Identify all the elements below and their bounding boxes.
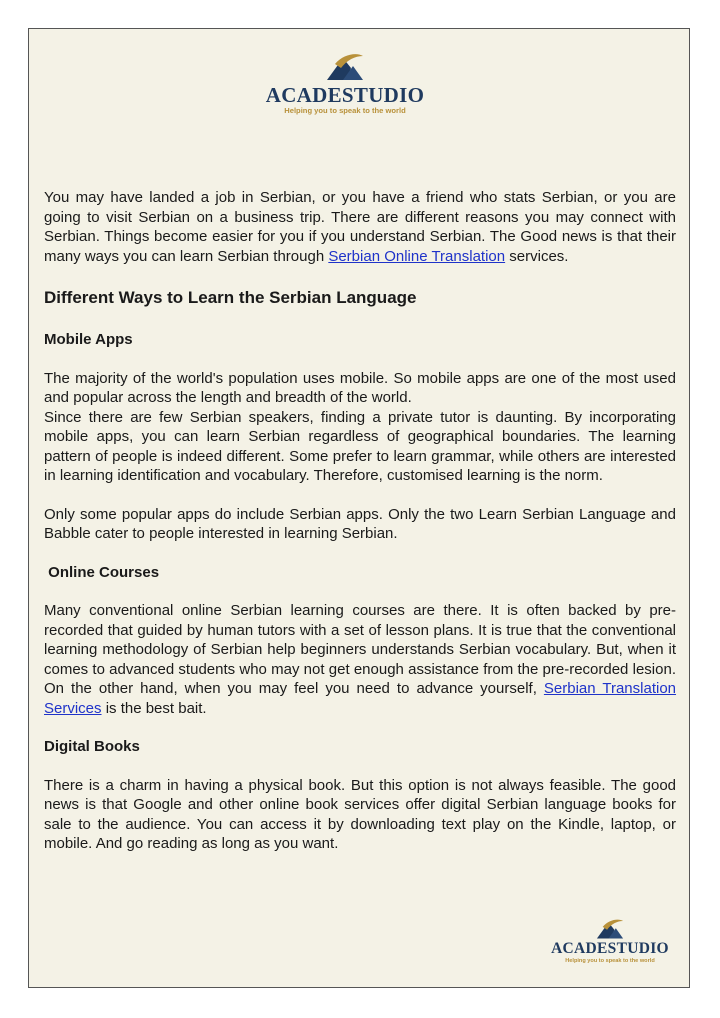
intro-paragraph: You may have landed a job in Serbian, or you have a friend who stats Serbian, or you are going to visit Serbian on a business trip. There are different reasons you may connect with Serbian. Things become easier for you if you understand Serbian. The Good news is that their many ways you can learn Serbian through Serbian Online Translation services. [44,189,676,265]
brand-name: ACADESTUDIO [265,83,425,107]
article-heading: Different Ways to Learn the Serbian Language [44,288,417,307]
serbian-translation-services-link[interactable]: Serbian Translation Services [44,680,677,717]
digital-books-paragraph: There is a charm in having a physical book. But this option is not always feasible. The good news is that Google and other online book services offer digital Serbian language books for sale to the audience. You can access it by downloading text play on the Kindle, laptop, or mobile. And go reading as long as you want. [44,776,676,852]
serbian-online-translation-link[interactable]: Serbian Online Translation [328,247,506,265]
online-courses-title: Online Courses [48,563,160,581]
mobile-apps-paragraph-2: Since there are few Serbian speakers, finding a private tutor is daunting. By incorporating mobile apps, you can learn Serbian regardless of geographical boundaries. The learning pattern of people is indeed different. Some prefer to learn grammar, while others are interested in learning identification and vocabulary. Therefore, customised learning is the norm. [44,408,676,484]
logo-top [250,52,440,116]
logo-bottom [540,918,680,965]
logo-mountain-icon [594,918,626,940]
online-courses-paragraph: Many conventional online Serbian learning courses are there. It is often backed by pre-recorded that guided by human tutors with a set of lesson plans. It is true that the conventional learning methodology of Serbian help beginners understands Serbian vocabulary. But, when it comes to advanced students who may not get enough assistance from the pre-recorded lesion. On the other hand, when you may feel you need to advance yourself, Serbian Translation Services is the best bait. [44,602,677,717]
brand-name-footer: ACADESTUDIO [551,940,669,957]
article-body [44,188,676,854]
mobile-apps-paragraph-3: Only some popular apps do include Serbian apps. Only the two Learn Serbian Language and Babble cater to people interested in learning Serbian. [44,505,676,542]
brand-tagline: Helping you to speak to the world [284,106,406,115]
mobile-apps-title: Mobile Apps [44,331,133,348]
mobile-apps-paragraph-1: The majority of the world's population uses mobile. So mobile apps are one of the most used and popular across the length and breadth of the world. [44,369,676,406]
logo-mountain-icon [323,52,367,82]
brand-tagline-footer: Helping you to speak to the world [565,958,655,964]
digital-books-title: Digital Books [44,738,140,755]
